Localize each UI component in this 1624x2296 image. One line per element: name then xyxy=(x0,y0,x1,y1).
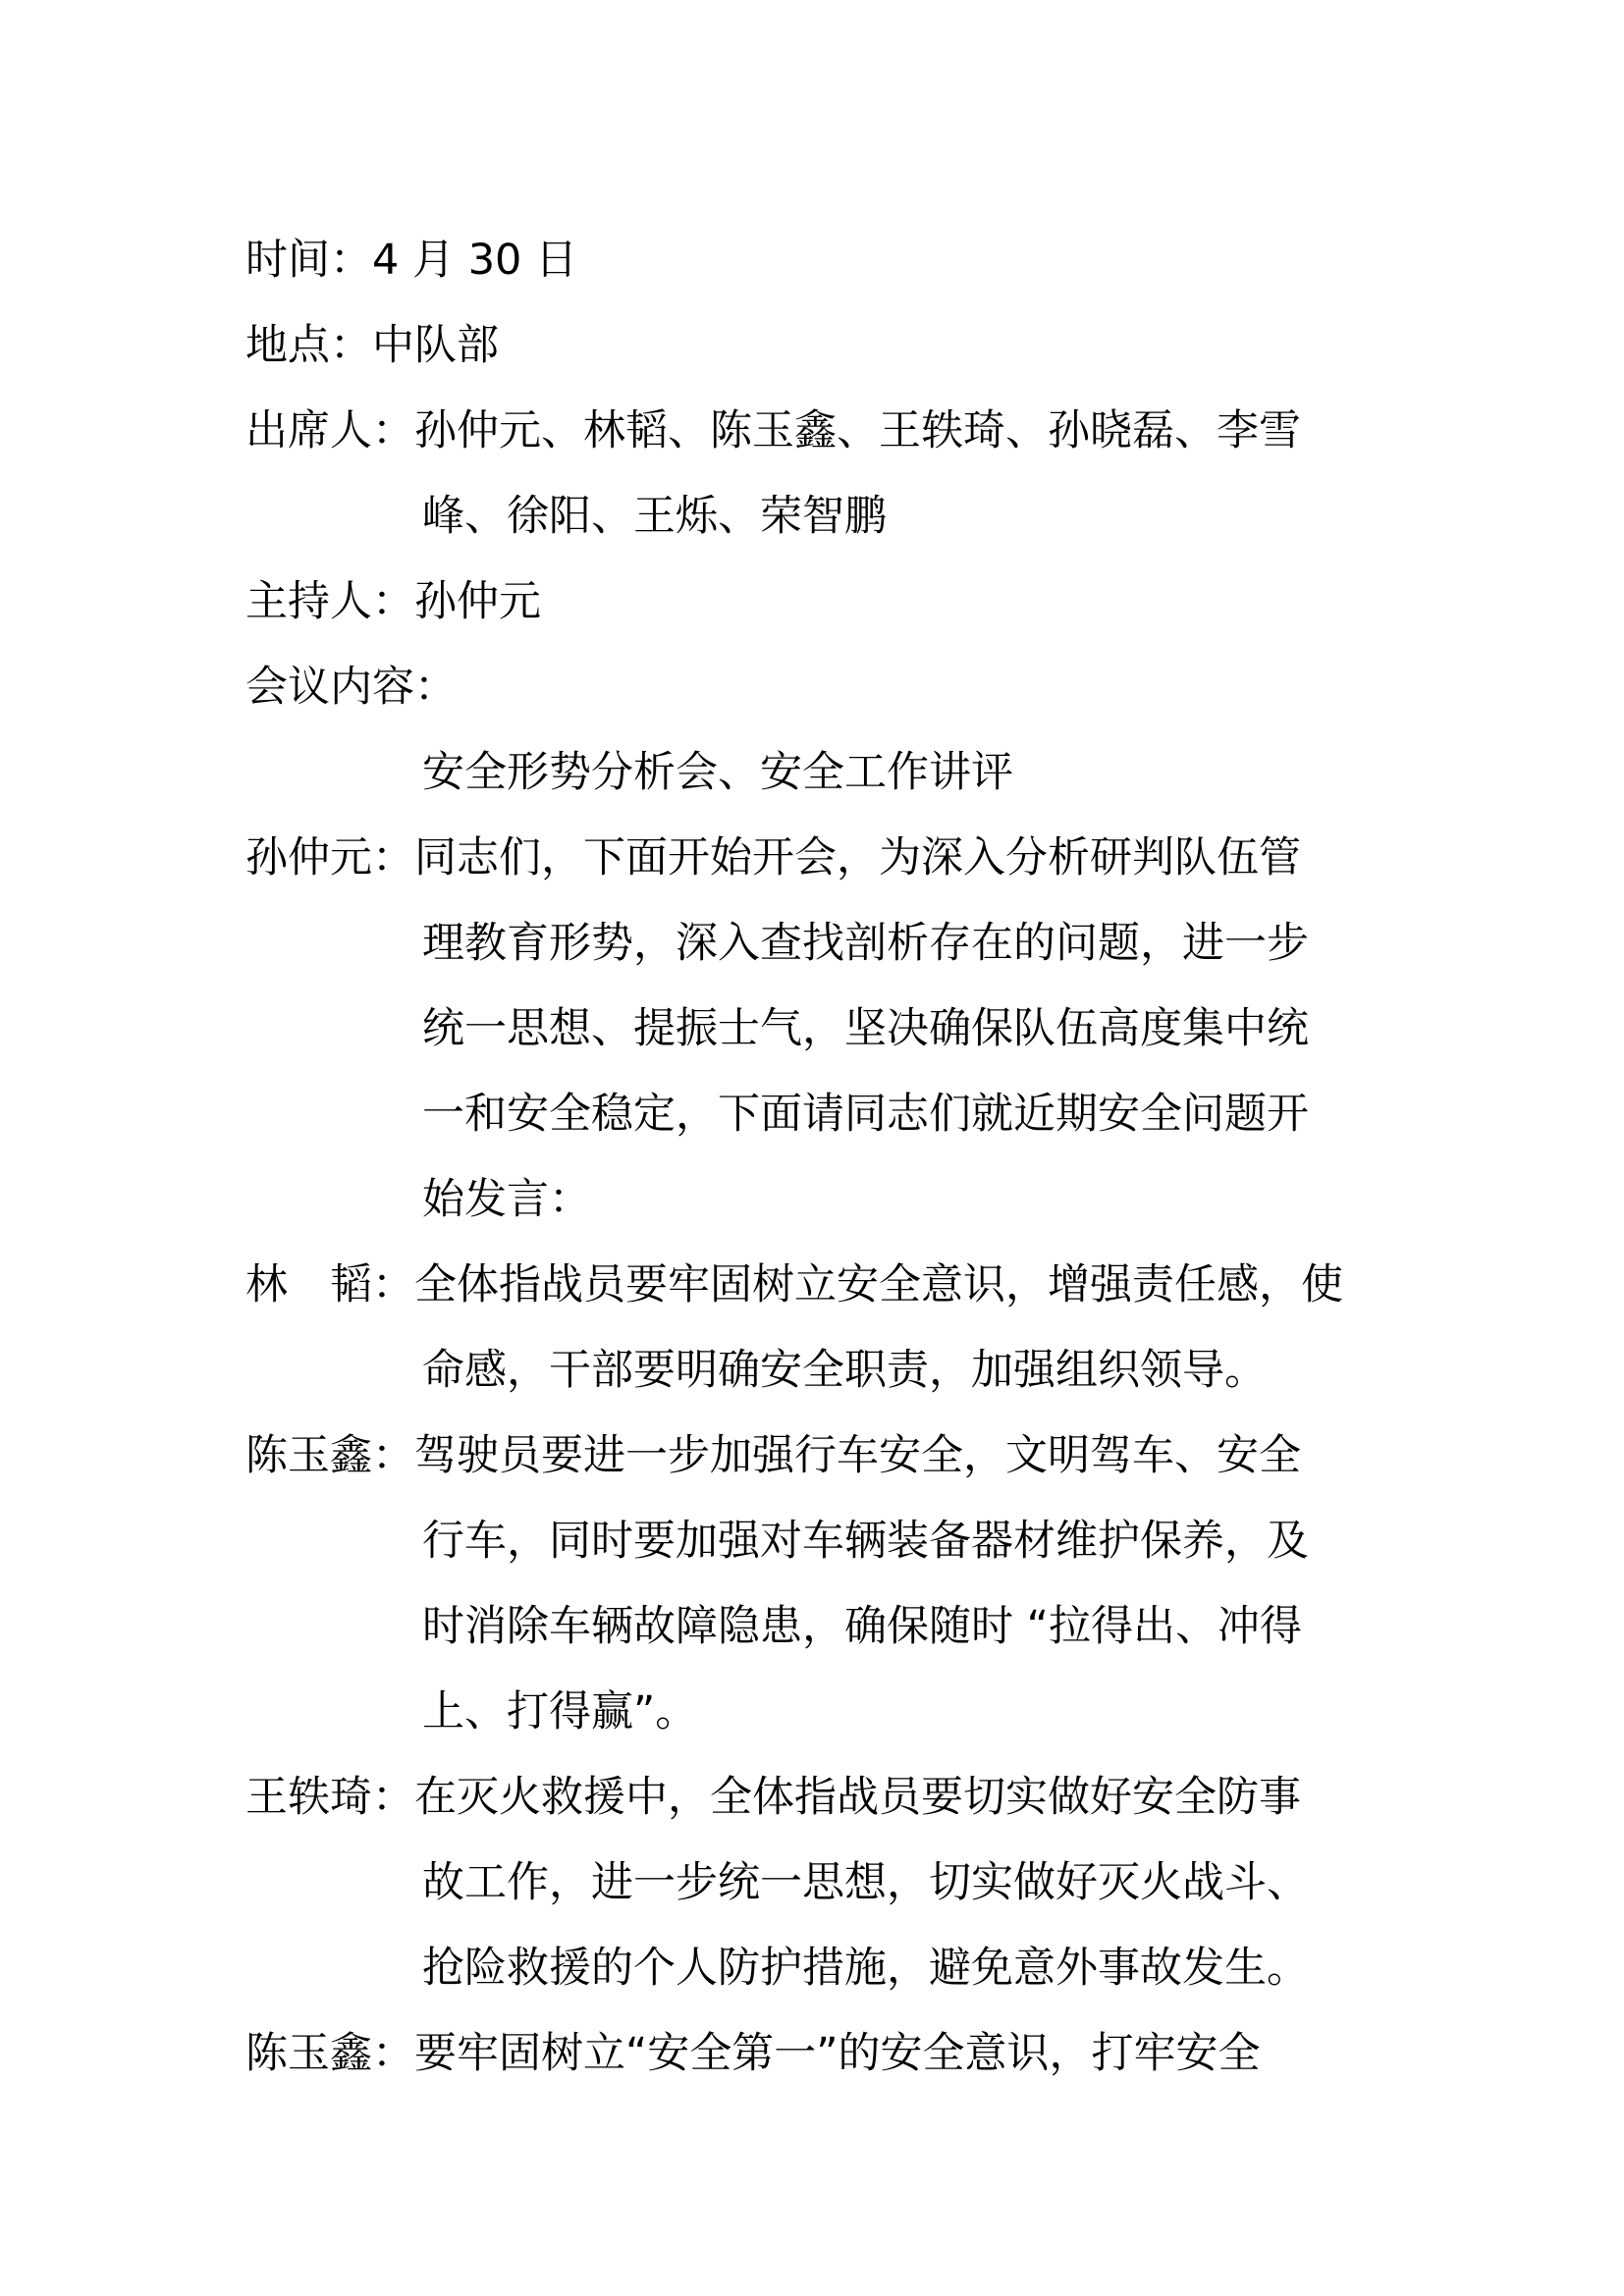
speech-text: 故工作，进一步统一思想，切实做好灭火战斗、 xyxy=(422,1858,1309,1907)
meeting-topic: 安全形势分析会、安全工作讲评 xyxy=(422,748,1013,797)
topic-row xyxy=(422,744,1571,801)
place-row xyxy=(245,317,1394,374)
speech-text: 同志们，下面开始开会，为深入分析研判队伍管 xyxy=(414,833,1301,882)
content-row xyxy=(245,659,1394,716)
attendees-line-1: 孙仲元、林韬、陈玉鑫、王轶琦、孙晓磊、李雪 xyxy=(414,406,1301,455)
speech-text: 行车，同时要加强对车辆装备器材维护保养，及 xyxy=(422,1517,1309,1566)
place-label: 地点： xyxy=(245,321,372,370)
speech-text: 时消除车辆故障隐患，确保随时 “拉得出、冲得 xyxy=(422,1602,1302,1651)
speech-text: 抢险救援的个人防护措施，避免意外事故发生。 xyxy=(422,1944,1309,1993)
host-label: 主持人： xyxy=(245,577,414,626)
speech-row xyxy=(245,829,1394,886)
attendees-continuation xyxy=(422,488,1571,545)
time-value: 4 月 30 日 xyxy=(372,236,578,285)
place-value: 中队部 xyxy=(372,321,499,370)
speaker-label: 陈玉鑫： xyxy=(245,2029,414,2078)
speech-text: 要牢固树立“安全第一”的安全意识，打牢安全 xyxy=(414,2029,1261,2078)
speaker-label: 林 韬： xyxy=(245,1260,414,1309)
speaker-label: 陈玉鑫： xyxy=(245,1431,414,1480)
attendees-row xyxy=(245,402,1394,459)
speech-text: 上、打得赢”。 xyxy=(422,1687,698,1736)
speech-row xyxy=(245,2025,1394,2082)
attendees-line-2: 峰、徐阳、王烁、荣智鹏 xyxy=(422,492,887,541)
speech-text: 命感，干部要明确安全职责，加强组织领导。 xyxy=(422,1346,1267,1395)
speech-text: 统一思想、提振士气，坚决确保队伍高度集中统 xyxy=(422,1004,1309,1053)
speech-row xyxy=(245,1256,1394,1313)
time-label: 时间： xyxy=(245,236,372,285)
speech-row xyxy=(245,1427,1394,1484)
speech-text: 在灭火救援中，全体指战员要切实做好安全防事 xyxy=(414,1773,1301,1822)
time-row xyxy=(245,232,1394,289)
speech-text: 全体指战员要牢固树立安全意识，增强责任感，使 xyxy=(414,1260,1343,1309)
speech-text: 始发言： xyxy=(422,1175,591,1224)
speaker-label: 王轶琦： xyxy=(245,1773,414,1822)
attendees-label: 出席人： xyxy=(245,406,414,455)
host-row xyxy=(245,573,1394,630)
speech-row xyxy=(245,1769,1394,1826)
content-label: 会议内容： xyxy=(245,663,457,712)
speech-text: 驾驶员要进一步加强行车安全，文明驾车、安全 xyxy=(414,1431,1301,1480)
speaker-label: 孙仲元： xyxy=(245,833,414,882)
speech-text: 理教育形势，深入查找剖析存在的问题，进一步 xyxy=(422,919,1309,968)
speech-text: 一和安全稳定，下面请同志们就近期安全问题开 xyxy=(422,1090,1309,1139)
host-value: 孙仲元 xyxy=(414,577,541,626)
